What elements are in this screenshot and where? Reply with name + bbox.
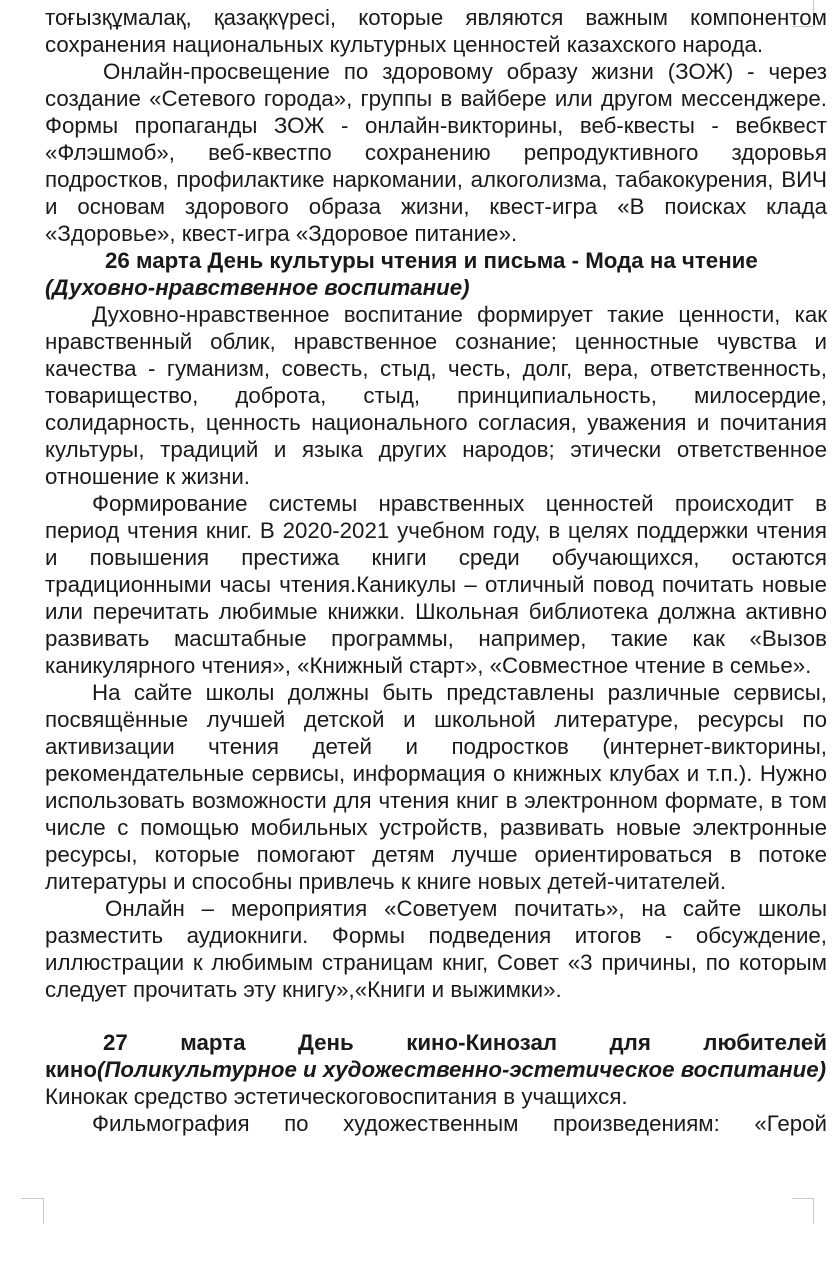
heading-cinema-day: [45, 1029, 827, 1083]
blank-line: [45, 1003, 827, 1029]
document-page: [45, 4, 827, 1137]
heading-cinema-day-title: 27 марта День кино-Кинозал для любителей кино: [45, 1030, 827, 1082]
page-corner-mark-bottom-right: [813, 1198, 814, 1224]
heading-cinema-day-subtitle: (Поликультурное и художественно-эстетическое воспитание): [96, 1057, 827, 1082]
heading-reading-day-subtitle: (Духовно-нравственное воспитание): [45, 275, 470, 300]
paragraph-cinema-aesthetics: Кинокак средство эстетическоговоспитания в учащихся.: [45, 1084, 628, 1109]
paragraph-filmography: Фильмография по художественным произведениям: «Герой: [92, 1111, 827, 1136]
paragraph-healthy-lifestyle: Онлайн-просвещение по здоровому образу жизни (ЗОЖ) - через создание «Сетевого города», группы в вайбере или другом мессенджере. Формы пропаганды ЗОЖ - онлайн-викторины, веб-квесты - вебквест «Флэшмоб», веб-квестпо сохранению репродуктивного здоровья подростков, профилактике наркомании, алкоголизма, табакокурения, ВИЧ и основам здорового образа жизни, квест-игра «В поисках клада «Здоровье», квест-игра «Здоровое питание».: [45, 59, 827, 246]
page-corner-mark-bottom-right: [792, 1198, 814, 1199]
paragraph-online-events: Онлайн – мероприятия «Советуем почитать», на сайте школы разместить аудиокниги. Формы подведения итогов - обсуждение, иллюстрации к любимым страницам книг, Совет «3 причины, по которым следует прочитать эту книгу»,«Книги и выжимки».: [45, 896, 827, 1002]
paragraph-moral-education: Духовно-нравственное воспитание формирует такие ценности, как нравственный облик, нравственное сознание; ценностные чувства и качества - гуманизм, совесть, стыд, честь, долг, вера, ответственность, товарищество, доброта, стыд, принципиальность, милосердие, солидарность, ценность национального согласия, уважения и почитания культуры, традиций и языка других народов; этически ответственное отношение к жизни.: [45, 302, 827, 489]
heading-reading-day: [45, 247, 827, 301]
heading-reading-day-title: 26 марта День культуры чтения и письма - Мода на чтение: [105, 248, 758, 273]
page-corner-mark-bottom-left: [21, 1198, 43, 1199]
paragraph-reading-values: Формирование системы нравственных ценностей происходит в период чтения книг. В 2020-2021 учебном году, в целях поддержки чтения и повышения престижа книги среди обучающихся, остаются традиционными часы чтения.Каникулы – отличный повод почитать новые или перечитать любимые книжки. Школьная библиотека должна активно развивать масштабные программы, например, такие как «Вызов каникулярного чтения», «Книжный старт», «Совместное чтение в семье».: [45, 491, 827, 678]
page-corner-mark-bottom-left: [43, 1198, 44, 1224]
paragraph-school-website: На сайте школы должны быть представлены различные сервисы, посвящённые лучшей детской и школьной литературе, ресурсы по активизации чтения детей и подростков (интернет-викторины, рекомендательные сервисы, информация о книжных клубах и т.п.). Нужно использовать возможности для чтения книг в электронном формате, в том числе с помощью мобильных устройств, развивать новые электронные ресурсы, которые помогают детям лучше ориентироваться в потоке литературы и способны привлечь к книге новых детей-читателей.: [45, 680, 827, 894]
paragraph-intro-tail: тоғызқұмалақ, қазақкүресі, которые являются важным компонентом сохранения национальных культурных ценностей казахского народа.: [45, 5, 827, 57]
